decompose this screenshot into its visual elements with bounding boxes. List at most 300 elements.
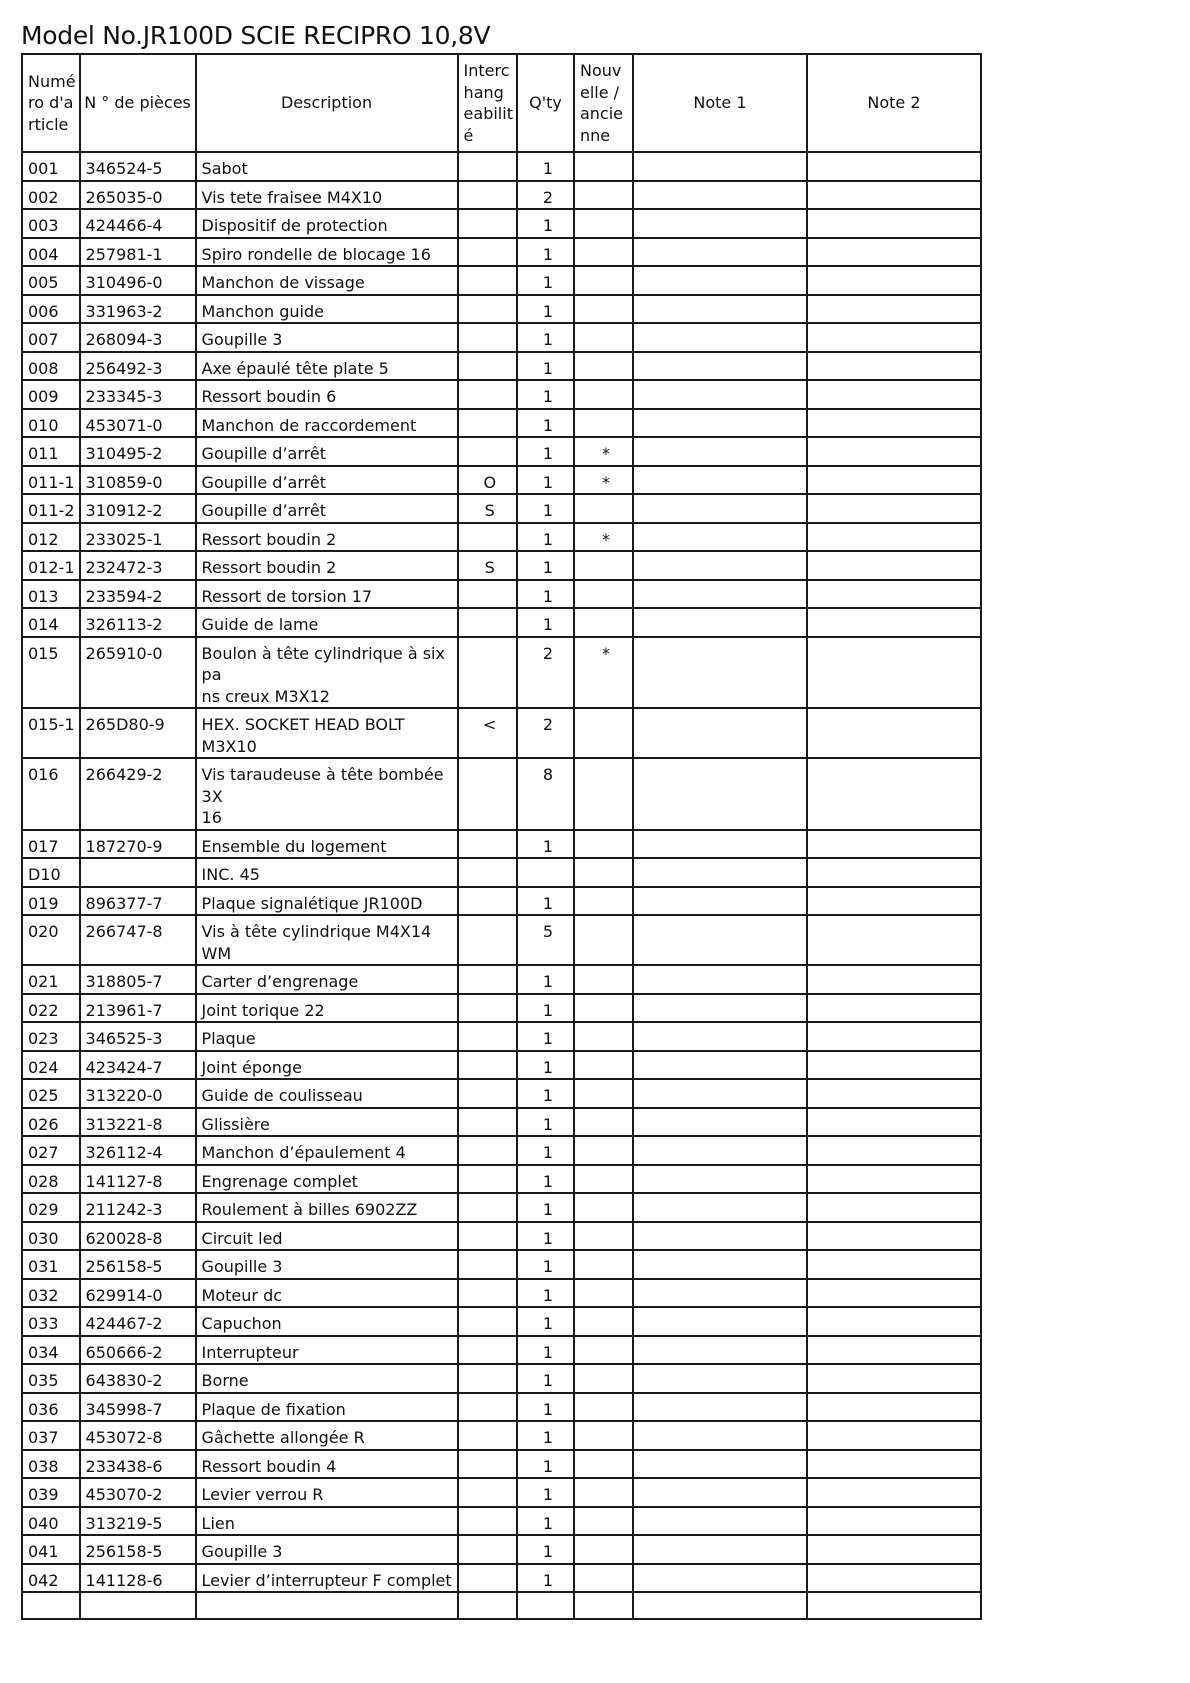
cell-part-number: 211242-3: [80, 1193, 196, 1222]
cell-note-2: [807, 1165, 981, 1194]
table-row: [22, 1108, 981, 1137]
cell-quantity: 1: [517, 580, 574, 609]
cell-interchangeability: [458, 1193, 517, 1222]
cell-note-2: [807, 466, 981, 495]
table-row: [22, 380, 981, 409]
cell-interchangeability: [458, 1592, 517, 1619]
cell-note-2: [807, 152, 981, 181]
cell-item-number: 011: [22, 437, 80, 466]
cell-interchangeability: [458, 1165, 517, 1194]
cell-part-number: 310495-2: [80, 437, 196, 466]
cell-note-1: [633, 181, 807, 210]
table-row: [22, 209, 981, 238]
table-row: [22, 708, 981, 758]
cell-description: Boulon à tête cylindrique à six pa ns creux M3X12: [196, 637, 458, 709]
header-qty: Q'ty: [517, 54, 574, 152]
cell-new-old-marker: [574, 608, 633, 637]
cell-note-2: [807, 608, 981, 637]
cell-item-number: 012: [22, 523, 80, 552]
cell-item-number: 031: [22, 1250, 80, 1279]
cell-quantity: 1: [517, 1478, 574, 1507]
cell-item-number: 012-1: [22, 551, 80, 580]
cell-item-number: 009: [22, 380, 80, 409]
cell-note-2: [807, 858, 981, 887]
cell-note-2: [807, 1136, 981, 1165]
cell-interchangeability: [458, 1336, 517, 1365]
cell-interchangeability: [458, 1222, 517, 1251]
cell-item-number: 020: [22, 915, 80, 965]
cell-new-old-marker: [574, 1279, 633, 1308]
cell-new-old-marker: [574, 1022, 633, 1051]
cell-part-number: [80, 858, 196, 887]
cell-item-number: 011-2: [22, 494, 80, 523]
header-part-no: N ° de pièces: [80, 54, 196, 152]
cell-quantity: [517, 858, 574, 887]
table-row: [22, 1421, 981, 1450]
cell-quantity: 1: [517, 238, 574, 267]
cell-description: Glissière: [196, 1108, 458, 1137]
cell-quantity: 1: [517, 830, 574, 859]
cell-note-1: [633, 1222, 807, 1251]
cell-note-1: [633, 295, 807, 324]
cell-new-old-marker: [574, 994, 633, 1023]
cell-quantity: 1: [517, 1393, 574, 1422]
table-row: [22, 1250, 981, 1279]
table-row: [22, 238, 981, 267]
cell-note-1: [633, 409, 807, 438]
cell-note-2: [807, 380, 981, 409]
cell-part-number: 256158-5: [80, 1535, 196, 1564]
cell-item-number: 027: [22, 1136, 80, 1165]
cell-quantity: 1: [517, 551, 574, 580]
cell-part-number: 423424-7: [80, 1051, 196, 1080]
table-row: [22, 1079, 981, 1108]
table-row: [22, 1364, 981, 1393]
cell-item-number: 007: [22, 323, 80, 352]
cell-note-1: [633, 1535, 807, 1564]
cell-description: Gâchette allongée R: [196, 1421, 458, 1450]
cell-part-number: 346524-5: [80, 152, 196, 181]
cell-note-1: [633, 1307, 807, 1336]
cell-description: Ensemble du logement: [196, 830, 458, 859]
cell-quantity: 1: [517, 1051, 574, 1080]
cell-note-2: [807, 1279, 981, 1308]
cell-note-2: [807, 437, 981, 466]
cell-description: Goupille 3: [196, 1535, 458, 1564]
cell-part-number: 265035-0: [80, 181, 196, 210]
cell-quantity: 1: [517, 1136, 574, 1165]
cell-item-number: 004: [22, 238, 80, 267]
cell-note-1: [633, 1279, 807, 1308]
cell-part-number: 326113-2: [80, 608, 196, 637]
cell-description: Carter d’engrenage: [196, 965, 458, 994]
cell-description: Lien: [196, 1507, 458, 1536]
cell-item-number: 003: [22, 209, 80, 238]
cell-interchangeability: [458, 409, 517, 438]
cell-interchangeability: [458, 1022, 517, 1051]
cell-quantity: 2: [517, 708, 574, 758]
cell-interchangeability: <: [458, 708, 517, 758]
cell-item-number: [22, 1592, 80, 1619]
cell-new-old-marker: [574, 1108, 633, 1137]
cell-item-number: 013: [22, 580, 80, 609]
cell-interchangeability: [458, 1450, 517, 1479]
cell-note-2: [807, 915, 981, 965]
cell-interchangeability: [458, 437, 517, 466]
cell-note-2: [807, 1193, 981, 1222]
cell-description: Moteur dc: [196, 1279, 458, 1308]
cell-description: Sabot: [196, 152, 458, 181]
cell-item-number: 035: [22, 1364, 80, 1393]
cell-note-1: [633, 1450, 807, 1479]
table-row: [22, 152, 981, 181]
cell-item-number: 002: [22, 181, 80, 210]
cell-note-2: [807, 1307, 981, 1336]
cell-description: Circuit led: [196, 1222, 458, 1251]
cell-note-1: [633, 494, 807, 523]
cell-description: HEX. SOCKET HEAD BOLT M3X10: [196, 708, 458, 758]
cell-note-1: [633, 466, 807, 495]
cell-interchangeability: [458, 1079, 517, 1108]
cell-quantity: 1: [517, 1222, 574, 1251]
cell-interchangeability: [458, 1421, 517, 1450]
header-description: Description: [196, 54, 458, 152]
table-row: [22, 523, 981, 552]
cell-description: Dispositif de protection: [196, 209, 458, 238]
cell-interchangeability: [458, 1279, 517, 1308]
cell-item-number: 021: [22, 965, 80, 994]
header-interchangeability: Interc hang eabilit é: [458, 54, 517, 152]
cell-item-number: 042: [22, 1564, 80, 1593]
cell-note-1: [633, 551, 807, 580]
cell-new-old-marker: [574, 1222, 633, 1251]
cell-quantity: 1: [517, 1193, 574, 1222]
table-row: [22, 409, 981, 438]
cell-description: Ressort de torsion 17: [196, 580, 458, 609]
cell-quantity: 1: [517, 1364, 574, 1393]
cell-description: Goupille 3: [196, 1250, 458, 1279]
cell-new-old-marker: [574, 323, 633, 352]
cell-interchangeability: [458, 965, 517, 994]
cell-new-old-marker: [574, 181, 633, 210]
table-row: [22, 1307, 981, 1336]
cell-note-2: [807, 1507, 981, 1536]
cell-interchangeability: [458, 1535, 517, 1564]
cell-quantity: 1: [517, 1022, 574, 1051]
cell-new-old-marker: [574, 152, 633, 181]
cell-interchangeability: [458, 238, 517, 267]
table-row: [22, 758, 981, 830]
cell-item-number: 037: [22, 1421, 80, 1450]
cell-note-2: [807, 1478, 981, 1507]
cell-note-2: [807, 238, 981, 267]
cell-item-number: 015: [22, 637, 80, 709]
cell-note-2: [807, 523, 981, 552]
cell-part-number: 331963-2: [80, 295, 196, 324]
cell-interchangeability: O: [458, 466, 517, 495]
cell-description: Goupille 3: [196, 323, 458, 352]
cell-note-1: [633, 858, 807, 887]
cell-note-1: [633, 323, 807, 352]
table-row: [22, 830, 981, 859]
cell-interchangeability: [458, 1108, 517, 1137]
cell-item-number: 024: [22, 1051, 80, 1080]
header-new-old: Nouv elle / ancie nne: [574, 54, 633, 152]
cell-description: Vis à tête cylindrique M4X14 WM: [196, 915, 458, 965]
cell-item-number: 008: [22, 352, 80, 381]
cell-item-number: 029: [22, 1193, 80, 1222]
cell-note-2: [807, 295, 981, 324]
cell-note-2: [807, 1535, 981, 1564]
page-title: Model No.JR100D SCIE RECIPRO 10,8V: [21, 21, 491, 50]
cell-note-2: [807, 209, 981, 238]
cell-note-1: [633, 1193, 807, 1222]
cell-part-number: 256158-5: [80, 1250, 196, 1279]
cell-description: Borne: [196, 1364, 458, 1393]
cell-new-old-marker: [574, 965, 633, 994]
cell-note-1: [633, 915, 807, 965]
cell-note-1: [633, 238, 807, 267]
cell-note-2: [807, 409, 981, 438]
cell-note-2: [807, 1592, 981, 1619]
cell-quantity: 1: [517, 1307, 574, 1336]
cell-note-2: [807, 352, 981, 381]
cell-new-old-marker: [574, 830, 633, 859]
cell-item-number: 014: [22, 608, 80, 637]
cell-note-1: [633, 266, 807, 295]
cell-quantity: 1: [517, 1165, 574, 1194]
cell-item-number: 026: [22, 1108, 80, 1137]
cell-note-1: [633, 1478, 807, 1507]
cell-quantity: 1: [517, 1250, 574, 1279]
cell-interchangeability: [458, 323, 517, 352]
cell-note-1: [633, 994, 807, 1023]
cell-item-number: 038: [22, 1450, 80, 1479]
cell-quantity: 1: [517, 1336, 574, 1365]
cell-part-number: 310912-2: [80, 494, 196, 523]
cell-new-old-marker: [574, 1193, 633, 1222]
cell-quantity: 1: [517, 409, 574, 438]
cell-note-1: [633, 1108, 807, 1137]
cell-quantity: 2: [517, 637, 574, 709]
cell-quantity: 2: [517, 181, 574, 210]
cell-note-1: [633, 1051, 807, 1080]
cell-interchangeability: [458, 758, 517, 830]
cell-note-1: [633, 1592, 807, 1619]
cell-new-old-marker: [574, 580, 633, 609]
cell-part-number: 141127-8: [80, 1165, 196, 1194]
table-row: [22, 608, 981, 637]
cell-quantity: 1: [517, 437, 574, 466]
cell-new-old-marker: [574, 1364, 633, 1393]
cell-part-number: 620028-8: [80, 1222, 196, 1251]
cell-interchangeability: [458, 1564, 517, 1593]
table-row: [22, 915, 981, 965]
table-row: [22, 551, 981, 580]
cell-description: Ressort boudin 2: [196, 523, 458, 552]
cell-part-number: 313220-0: [80, 1079, 196, 1108]
cell-new-old-marker: [574, 1535, 633, 1564]
cell-description: Vis tete fraisee M4X10: [196, 181, 458, 210]
cell-part-number: 256492-3: [80, 352, 196, 381]
table-row: [22, 1535, 981, 1564]
cell-description: Spiro rondelle de blocage 16: [196, 238, 458, 267]
cell-interchangeability: [458, 1307, 517, 1336]
cell-interchangeability: [458, 830, 517, 859]
cell-description: Manchon de vissage: [196, 266, 458, 295]
cell-new-old-marker: [574, 1564, 633, 1593]
cell-note-1: [633, 708, 807, 758]
cell-note-1: [633, 637, 807, 709]
cell-item-number: 040: [22, 1507, 80, 1536]
cell-note-1: [633, 352, 807, 381]
table-row: [22, 1222, 981, 1251]
cell-interchangeability: [458, 352, 517, 381]
cell-item-number: 023: [22, 1022, 80, 1051]
cell-note-2: [807, 994, 981, 1023]
cell-new-old-marker: [574, 266, 633, 295]
cell-note-1: [633, 1507, 807, 1536]
cell-part-number: 643830-2: [80, 1364, 196, 1393]
cell-note-1: [633, 758, 807, 830]
table-row: [22, 965, 981, 994]
cell-new-old-marker: [574, 494, 633, 523]
cell-note-1: [633, 965, 807, 994]
cell-note-1: [633, 1136, 807, 1165]
cell-description: Joint éponge: [196, 1051, 458, 1080]
cell-interchangeability: [458, 1136, 517, 1165]
cell-part-number: 257981-1: [80, 238, 196, 267]
cell-new-old-marker: [574, 1393, 633, 1422]
cell-part-number: 187270-9: [80, 830, 196, 859]
cell-new-old-marker: [574, 758, 633, 830]
cell-interchangeability: [458, 523, 517, 552]
cell-note-1: [633, 1165, 807, 1194]
cell-description: Interrupteur: [196, 1336, 458, 1365]
cell-part-number: 424467-2: [80, 1307, 196, 1336]
table-row: [22, 1393, 981, 1422]
cell-note-1: [633, 1336, 807, 1365]
cell-description: Engrenage complet: [196, 1165, 458, 1194]
cell-description: INC. 45: [196, 858, 458, 887]
table-row: [22, 1564, 981, 1593]
cell-description: Goupille d’arrêt: [196, 466, 458, 495]
cell-note-1: [633, 152, 807, 181]
cell-description: Guide de lame: [196, 608, 458, 637]
cell-part-number: 629914-0: [80, 1279, 196, 1308]
cell-description: Plaque de fixation: [196, 1393, 458, 1422]
cell-part-number: 313219-5: [80, 1507, 196, 1536]
cell-new-old-marker: *: [574, 637, 633, 709]
table-row: [22, 580, 981, 609]
cell-part-number: 265D80-9: [80, 708, 196, 758]
cell-item-number: 015-1: [22, 708, 80, 758]
cell-description: Ressort boudin 6: [196, 380, 458, 409]
cell-quantity: 1: [517, 152, 574, 181]
table-row: [22, 1136, 981, 1165]
cell-item-number: 025: [22, 1079, 80, 1108]
cell-part-number: 233438-6: [80, 1450, 196, 1479]
table-row: [22, 266, 981, 295]
cell-description: Plaque: [196, 1022, 458, 1051]
cell-item-number: 028: [22, 1165, 80, 1194]
cell-part-number: 233025-1: [80, 523, 196, 552]
cell-part-number: 310496-0: [80, 266, 196, 295]
cell-new-old-marker: [574, 238, 633, 267]
cell-new-old-marker: [574, 295, 633, 324]
cell-note-1: [633, 380, 807, 409]
cell-note-2: [807, 1022, 981, 1051]
cell-note-1: [633, 209, 807, 238]
cell-new-old-marker: [574, 551, 633, 580]
cell-interchangeability: [458, 887, 517, 916]
cell-note-2: [807, 1336, 981, 1365]
cell-note-2: [807, 965, 981, 994]
cell-interchangeability: [458, 152, 517, 181]
cell-quantity: 1: [517, 494, 574, 523]
table-row: [22, 1592, 981, 1619]
cell-note-1: [633, 1364, 807, 1393]
table-row: [22, 1165, 981, 1194]
cell-part-number: 266747-8: [80, 915, 196, 965]
cell-note-1: [633, 1421, 807, 1450]
cell-note-2: [807, 708, 981, 758]
table-row: [22, 858, 981, 887]
cell-item-number: 010: [22, 409, 80, 438]
table-row: [22, 1193, 981, 1222]
cell-description: Levier verrou R: [196, 1478, 458, 1507]
cell-quantity: 1: [517, 295, 574, 324]
cell-interchangeability: [458, 380, 517, 409]
cell-note-2: [807, 1079, 981, 1108]
cell-note-2: [807, 758, 981, 830]
cell-item-number: 039: [22, 1478, 80, 1507]
cell-interchangeability: [458, 209, 517, 238]
table-row: [22, 437, 981, 466]
cell-note-2: [807, 1250, 981, 1279]
cell-quantity: 1: [517, 1279, 574, 1308]
cell-description: Manchon guide: [196, 295, 458, 324]
cell-note-1: [633, 1079, 807, 1108]
header-note1: Note 1: [633, 54, 807, 152]
cell-quantity: 1: [517, 965, 574, 994]
cell-note-2: [807, 1564, 981, 1593]
cell-description: Guide de coulisseau: [196, 1079, 458, 1108]
cell-description: Ressort boudin 2: [196, 551, 458, 580]
cell-new-old-marker: [574, 1250, 633, 1279]
cell-item-number: 017: [22, 830, 80, 859]
cell-interchangeability: [458, 637, 517, 709]
cell-part-number: 453072-8: [80, 1421, 196, 1450]
cell-note-1: [633, 523, 807, 552]
cell-quantity: 1: [517, 266, 574, 295]
cell-item-number: 011-1: [22, 466, 80, 495]
cell-part-number: 326112-4: [80, 1136, 196, 1165]
cell-part-number: 453071-0: [80, 409, 196, 438]
cell-part-number: 453070-2: [80, 1478, 196, 1507]
cell-part-number: 141128-6: [80, 1564, 196, 1593]
table-row: [22, 887, 981, 916]
cell-new-old-marker: [574, 409, 633, 438]
cell-new-old-marker: *: [574, 437, 633, 466]
cell-new-old-marker: [574, 858, 633, 887]
table-row: [22, 637, 981, 709]
cell-part-number: 233345-3: [80, 380, 196, 409]
cell-part-number: 650666-2: [80, 1336, 196, 1365]
cell-item-number: 033: [22, 1307, 80, 1336]
cell-note-1: [633, 1564, 807, 1593]
cell-note-2: [807, 494, 981, 523]
